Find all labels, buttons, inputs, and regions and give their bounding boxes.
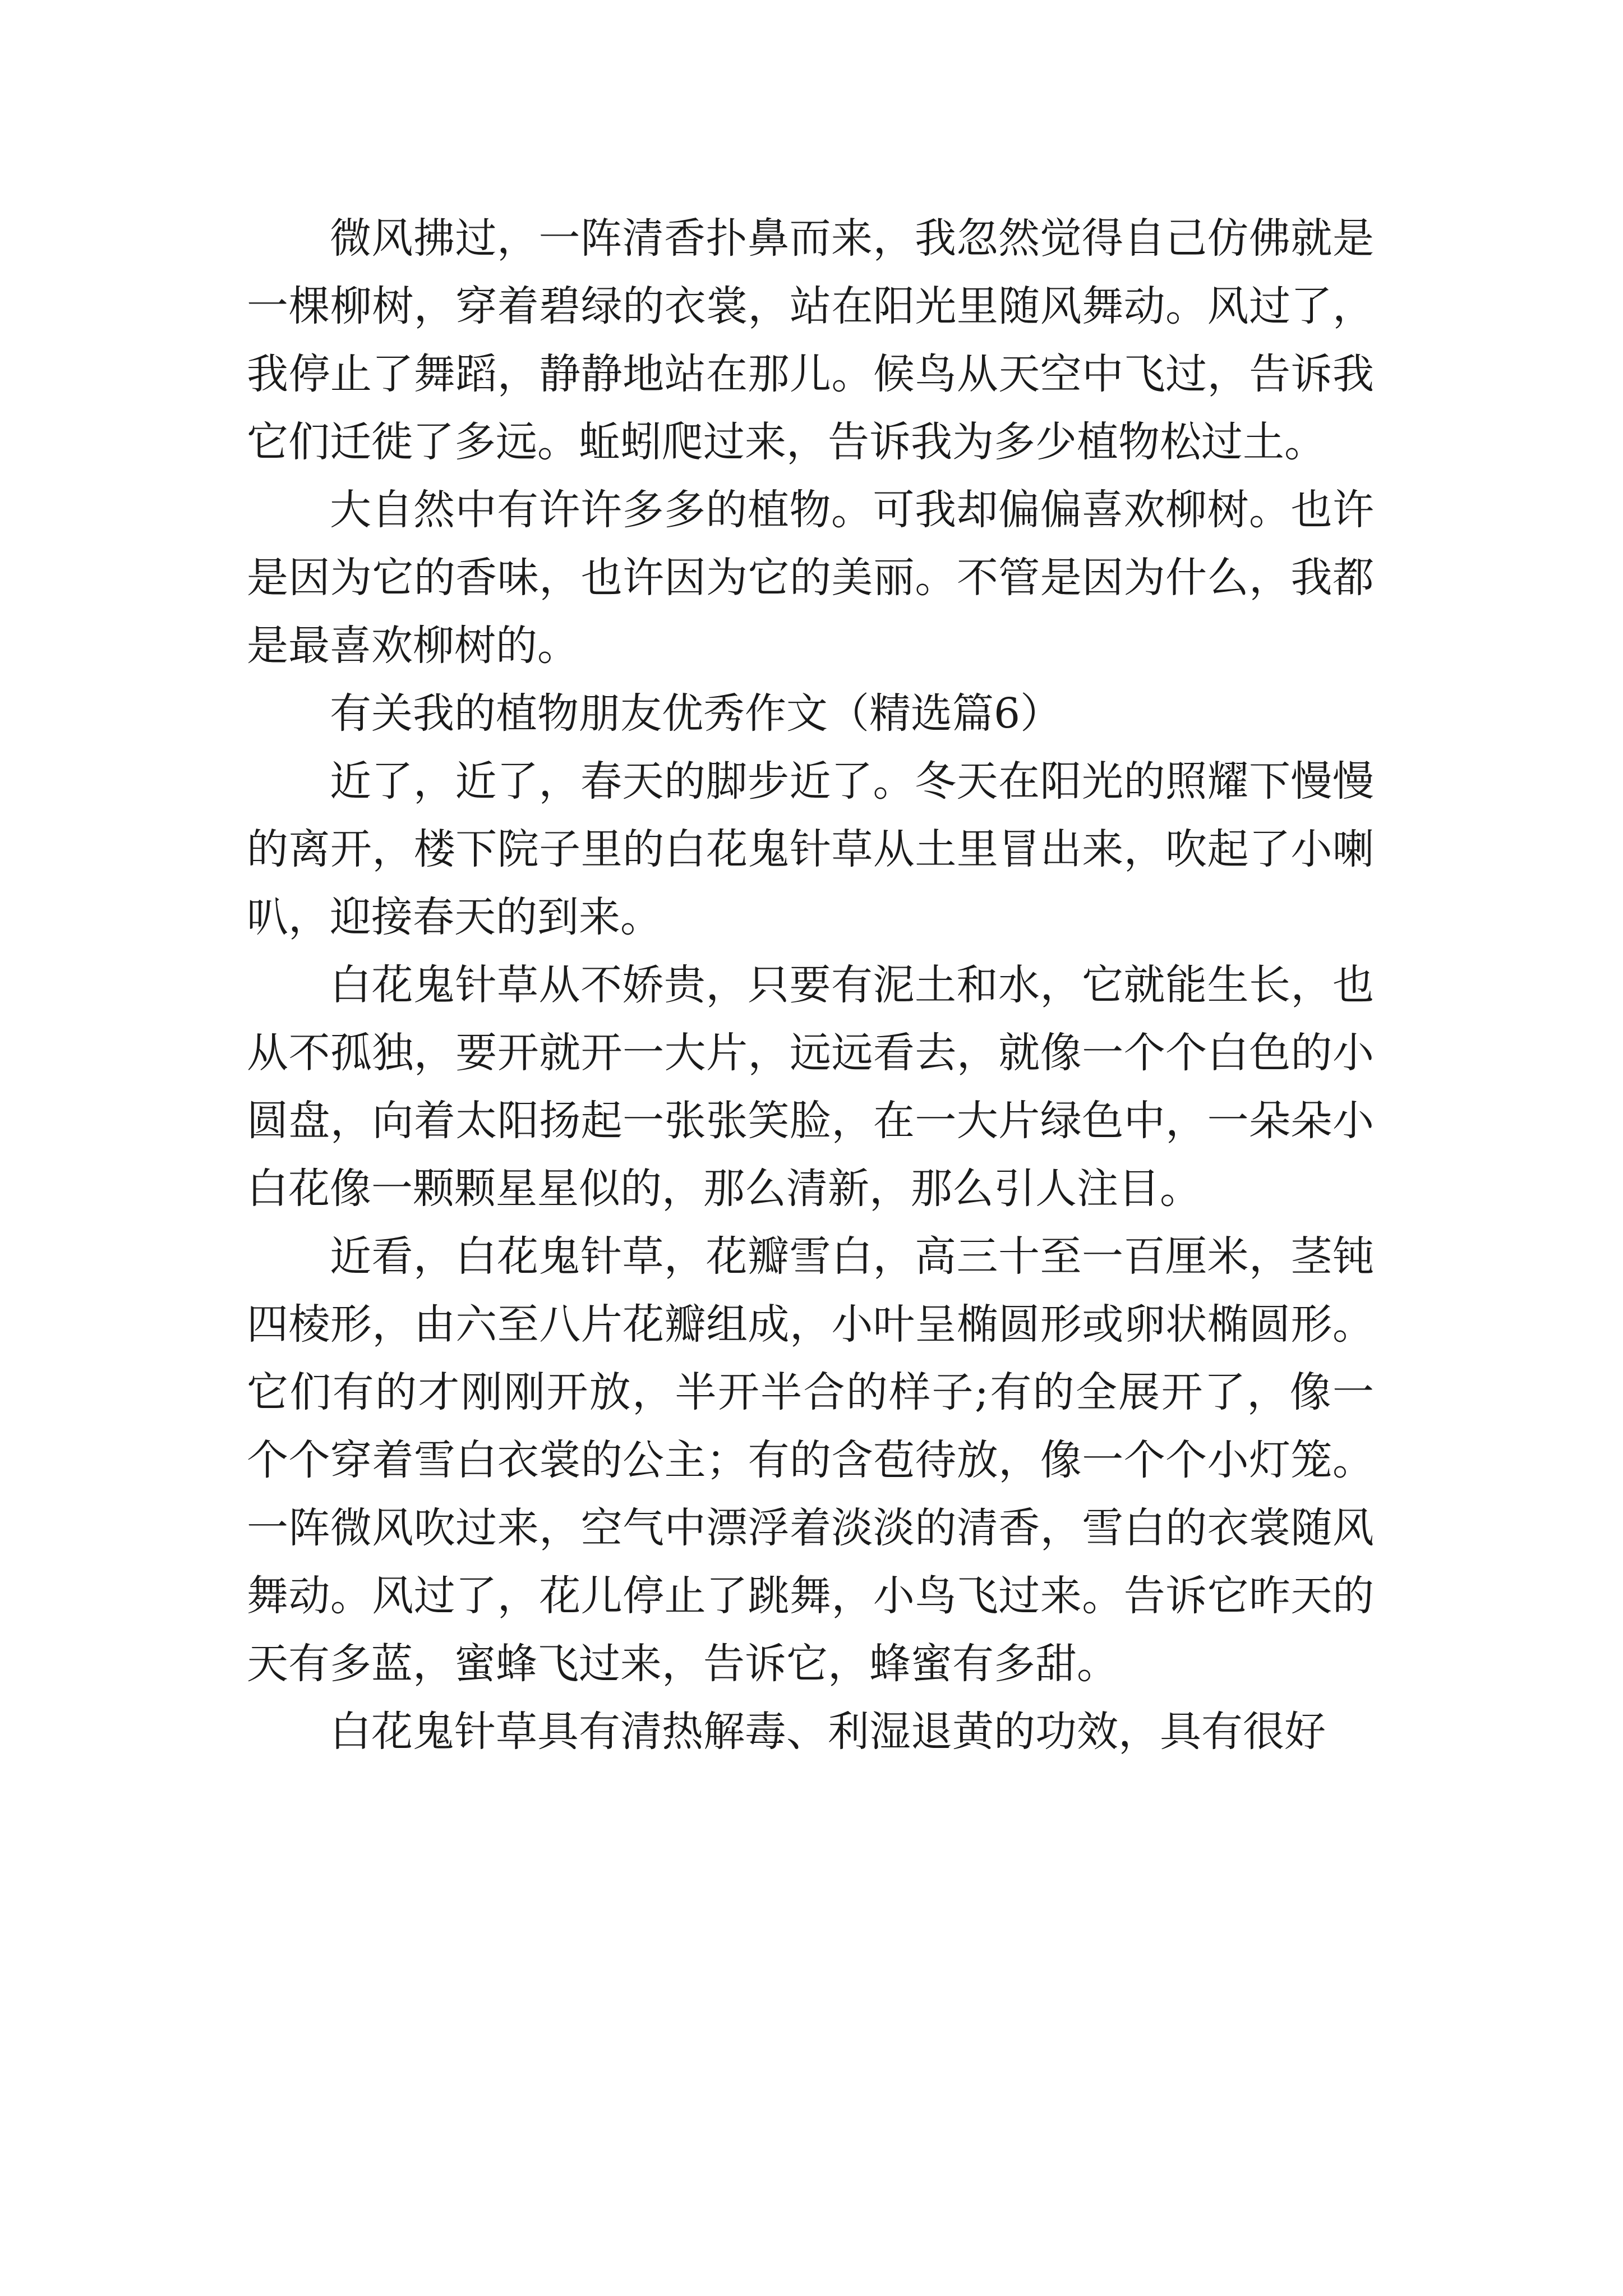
section-heading: 有关我的植物朋友优秀作文（精选篇6） bbox=[330, 689, 1062, 738]
paragraph-willow-favorite: 大自然中有许许多多的植物。可我却偏偏喜欢柳树。也许是因为它的香味，也许因为它的美丽。不管是因为什么，我都是最喜欢柳树的。 bbox=[247, 486, 1374, 670]
paragraph-bidens-effects: 白花鬼针草具有清热解毒、利湿退黄的功效，具有很好 bbox=[330, 1708, 1326, 1756]
paragraph-bidens-hardy: 白花鬼针草从不娇贵，只要有泥土和水，它就能生长，也从不孤独，要开就开一大片，远远看去，就像一个个白色的小圆盘，向着太阳扬起一张张笑脸，在一大片绿色中，一朵朵小白花像一颗颗星星似的，那么清新，那么引人注目。 bbox=[247, 961, 1374, 1213]
paragraph-bidens-closeup: 近看，白花鬼针草，花瓣雪白，高三十至一百厘米，茎钝四棱形，由六至八片花瓣组成，小叶呈椭圆形或卵状椭圆形。它们有的才刚刚开放，半开半合的样子;有的全展开了，像一个个穿着雪白衣裳的公主；有的含苞待放，像一个个小灯笼。一阵微风吹过来，空气中漂浮着淡淡的清香，雪白的衣裳随风舞动。风过了，花儿停止了跳舞，小鸟飞过来。告诉它昨天的天有多蓝，蜜蜂飞过来，告诉它，蜂蜜有多甜。 bbox=[247, 1232, 1374, 1688]
paragraph-willow-breeze: 微风拂过，一阵清香扑鼻而来，我忽然觉得自己仿佛就是一棵柳树，穿着碧绿的衣裳，站在阳光里随风舞动。风过了，我停止了舞蹈，静静地站在那儿。候鸟从天空中飞过，告诉我它们迁徙了多远。蚯蚓爬过来，告诉我为多少植物松过土。 bbox=[247, 214, 1374, 466]
paragraph-spring-arrives: 近了，近了，春天的脚步近了。冬天在阳光的照耀下慢慢的离开，楼下院子里的白花鬼针草从土里冒出来，吹起了小喇叭，迎接春天的到来。 bbox=[247, 757, 1374, 941]
essay-body bbox=[247, 205, 1374, 1766]
